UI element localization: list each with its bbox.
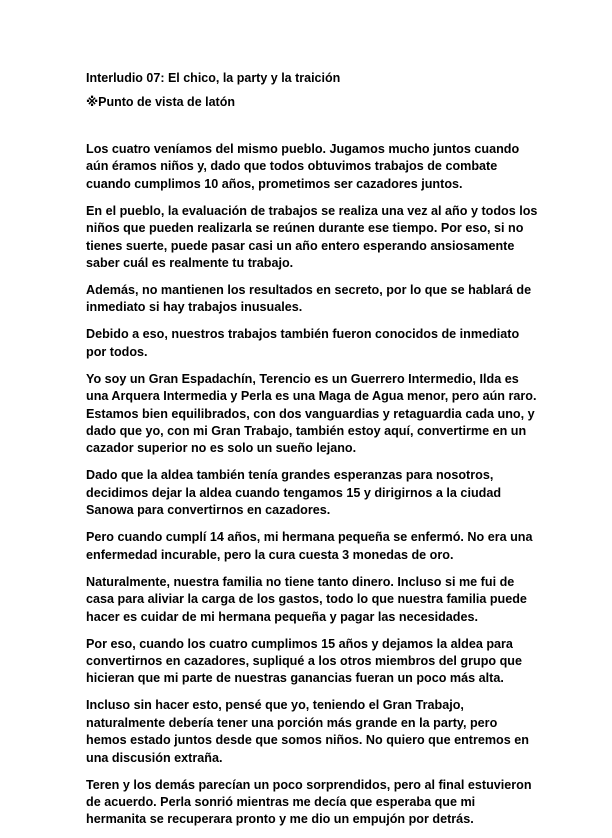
paragraph: En el pueblo, la evaluación de trabajos se realiza una vez al año y todos los niños que pueden realizarla se reúnen durante ese tiempo. Por eso, si no tienes suerte, puede pasar casi un año entero esperando ansiosamente saber cuál es realmente tu trabajo. <box>86 203 538 271</box>
paragraph: Debido a eso, nuestros trabajos también fueron conocidos de inmediato por todos. <box>86 327 520 359</box>
paragraph: Yo soy un Gran Espadachín, Terencio es un Guerrero Intermedio, Ilda es una Arquera Intermedia y Perla es una Maga de Agua menor, pero aún raro. Estamos bien equilibrados, con dos vanguardias y retaguardia cada uno, y dado que yo, con mi Gran Trabajo, también estoy aquí, convertirme en un cazador superior no es solo un sueño lejano. <box>86 371 537 456</box>
paragraph: Teren y los demás parecían un poco sorprendidos, pero al final estuvieron de acuerdo. Perla sonrió mientras me decía que esperaba que mi hermanita se recuperara pronto y me dio un empujón por detrás. <box>86 777 532 827</box>
paragraph: Los cuatro veníamos del mismo pueblo. Jugamos mucho juntos cuando aún éramos niños y, dado que todos obtuvimos trabajos de combate cuando cumplimos 10 años, prometimos ser cazadores juntos. <box>86 142 520 191</box>
chapter-title: Interludio 07: El chico, la party y la traición <box>86 71 341 85</box>
paragraph: Naturalmente, nuestra familia no tiene tanto dinero. Incluso si me fui de casa para aliviar la carga de los gastos, todo lo que nuestra familia puede hacer es cuidar de mi hermana pequeña y pagar las necesidades. <box>86 574 527 624</box>
paragraph: Dado que la aldea también tenía grandes esperanzas para nosotros, decidimos dejar la aldea cuando tengamos 15 y dirigirnos a la ciudad Sanowa para convertirnos en cazadores. <box>86 468 502 518</box>
paragraph: Pero cuando cumplí 14 años, mi hermana pequeña se enfermó. No era una enfermedad incurable, pero la cura cuesta 3 monedas de oro. <box>86 530 533 562</box>
paragraph: Incluso sin hacer esto, pensé que yo, teniendo el Gran Trabajo, naturalmente debería tener una porción más grande en la party, pero hemos estado juntos desde que somos niños. No quiero que entremos en una discusión extraña. <box>86 698 529 765</box>
point-of-view-note: ※Punto de vista de latón <box>86 95 235 109</box>
body-text <box>86 141 538 838</box>
paragraph: Por eso, cuando los cuatro cumplimos 15 años y dejamos la aldea para convertirnos en cazadores, supliqué a los otros miembros del grupo que hicieran que mi parte de nuestras ganancias fueran un poco más alta. <box>86 636 522 686</box>
paragraph: Además, no mantienen los resultados en secreto, por lo que se hablará de inmediato si hay trabajos inusuales. <box>86 283 532 315</box>
